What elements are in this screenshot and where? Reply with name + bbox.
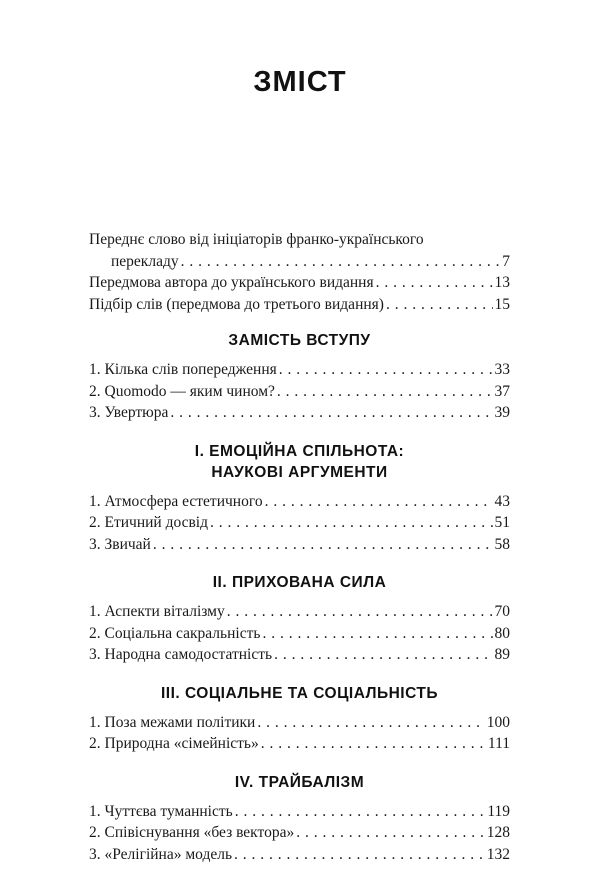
toc-entry[interactable] — [89, 251, 510, 273]
toc-entry-label: 1. Аспекти віталізму — [89, 603, 225, 620]
toc-entry-label: 1. Поза межами політики — [89, 713, 256, 731]
toc-entry-label: 2. Соціальна сакральність — [89, 624, 261, 642]
toc-entry-label: 2. Quomodo — яким чином? — [89, 382, 275, 400]
toc-entry[interactable] — [89, 801, 510, 823]
toc-page-number: 70 — [494, 603, 510, 620]
toc-page-number: 43 — [494, 492, 510, 510]
toc-entry-label: Передмова автора до українського видання — [89, 274, 374, 291]
toc-page-number: 13 — [494, 274, 510, 291]
dot-leader — [279, 359, 493, 381]
toc-entry-label: 1. Кілька слів попередження — [89, 361, 277, 378]
toc-page-number: 100 — [486, 713, 510, 731]
toc-entry[interactable] — [89, 601, 510, 623]
dot-leader — [153, 534, 493, 556]
dot-leader — [261, 733, 486, 755]
dot-leader — [274, 644, 492, 666]
section-heading — [89, 330, 510, 351]
toc-entry-label: 3. Звичай — [89, 535, 151, 553]
toc-page-number: 39 — [494, 404, 510, 421]
toc-entry-label: 3. Увертюра — [89, 404, 169, 421]
dot-leader — [235, 801, 486, 823]
toc-intro — [89, 229, 510, 315]
section-heading-line: ЗАМІСТЬ ВСТУПУ — [228, 332, 371, 349]
toc-page-number: 111 — [487, 735, 510, 752]
section-heading-line: І. ЕМОЦІЙНА СПІЛЬНОТА: — [194, 442, 405, 460]
toc-entry[interactable] — [89, 844, 510, 866]
section-heading — [89, 572, 510, 593]
dot-leader — [296, 822, 485, 844]
toc-entry[interactable] — [89, 623, 510, 645]
toc-page-number: 58 — [494, 535, 510, 553]
dot-leader — [170, 402, 492, 424]
toc-entry[interactable] — [89, 712, 510, 734]
toc-entry[interactable] — [89, 822, 510, 844]
toc-entry-label: 3. Народна самодостатність — [89, 646, 273, 663]
toc-page-number: 51 — [494, 514, 510, 531]
toc-entry-label: Переднє слово від ініціаторів франко-українського — [89, 231, 424, 248]
toc-page-number: 80 — [494, 624, 510, 642]
toc-entry[interactable] — [89, 294, 510, 316]
table-of-contents — [89, 229, 510, 865]
section-heading-line: IV. ТРАЙБАЛІЗМ — [234, 773, 365, 791]
toc-page-number: 119 — [487, 802, 510, 820]
page-title: ЗМІСТ — [253, 66, 347, 98]
toc-entry[interactable] — [89, 733, 510, 755]
toc-page-number: 89 — [494, 646, 510, 663]
toc-entry[interactable] — [89, 359, 510, 381]
section-heading-line: ІІІ. СОЦІАЛЬНЕ ТА СОЦІАЛЬНІСТЬ — [160, 684, 439, 702]
toc-page-number: 128 — [486, 824, 510, 841]
dot-leader — [227, 601, 493, 623]
toc-entry[interactable] — [89, 491, 510, 513]
toc-entry[interactable] — [89, 512, 510, 534]
dot-leader — [234, 844, 485, 866]
toc-page-number: 33 — [494, 361, 510, 378]
toc-entry-label: 2. Співіснування «без вектора» — [89, 824, 295, 841]
dot-leader — [210, 512, 492, 534]
toc-entry-label: 1. Чуттєва туманність — [89, 802, 233, 820]
section-heading — [89, 683, 510, 704]
toc-page-number: 15 — [494, 295, 510, 313]
dot-leader — [376, 272, 493, 294]
dot-leader — [181, 251, 501, 273]
toc-page-number: 37 — [494, 382, 510, 400]
toc-entry[interactable] — [89, 381, 510, 403]
dot-leader — [265, 491, 493, 513]
dot-leader — [386, 294, 493, 316]
dot-leader — [257, 712, 484, 734]
toc-entry-label: 2. Етичний досвід — [89, 514, 209, 531]
toc-entry-label: 1. Атмосфера естетичного — [89, 492, 263, 510]
toc-entry[interactable] — [89, 272, 510, 294]
section-heading — [89, 441, 510, 483]
toc-entry[interactable] — [89, 644, 510, 666]
dot-leader — [277, 381, 493, 403]
toc-page-number: 132 — [486, 845, 510, 863]
toc-entry-label: Підбір слів (передмова до третього видання) — [89, 295, 384, 313]
toc-entry-label: 3. «Релігійна» модель — [89, 845, 233, 863]
toc-entry[interactable] — [89, 534, 510, 556]
toc-entry-label: перекладу — [111, 252, 179, 270]
toc-page-number: 7 — [502, 252, 510, 270]
toc-entry[interactable] — [89, 402, 510, 424]
section-heading — [89, 772, 510, 793]
section-heading-line: НАУКОВІ АРГУМЕНТИ — [211, 463, 388, 481]
toc-entry-label: 2. Природна «сімейність» — [89, 735, 259, 752]
section-heading-line: ІІ. ПРИХОВАНА СИЛА — [212, 574, 387, 591]
dot-leader — [262, 623, 492, 645]
